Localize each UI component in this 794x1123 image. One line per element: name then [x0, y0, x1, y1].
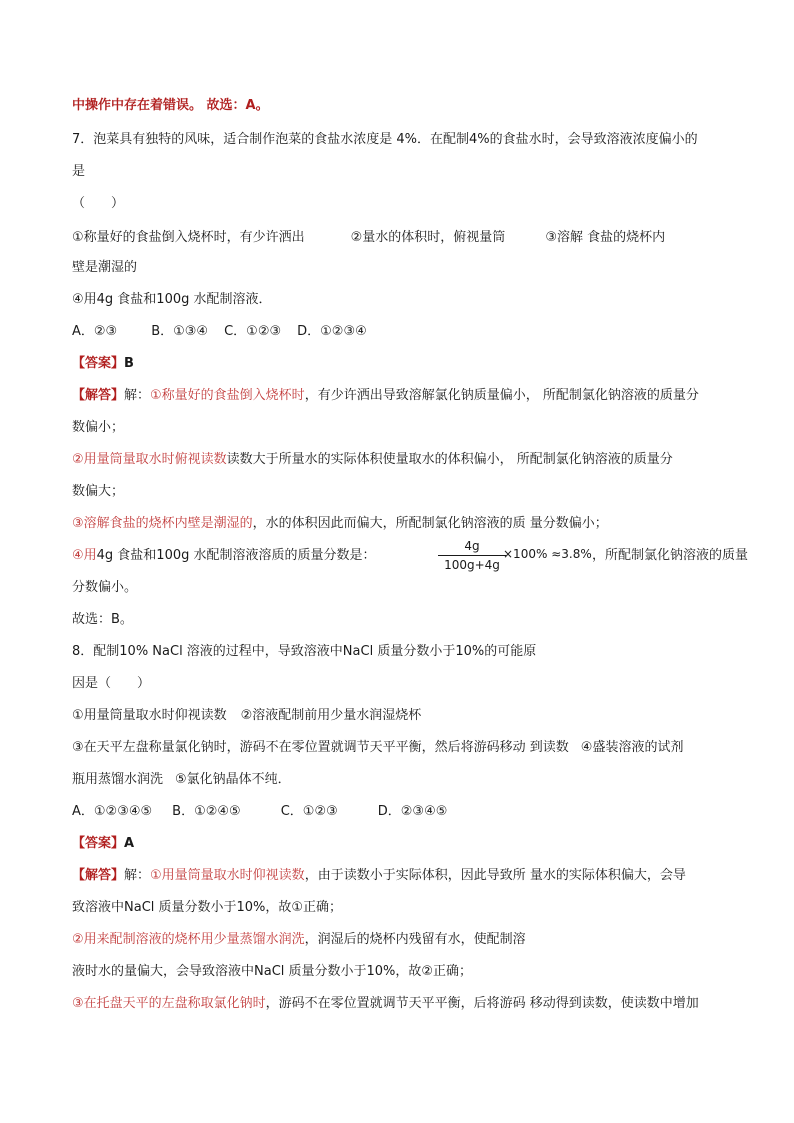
- q7-choice-a: A．②③: [72, 324, 118, 339]
- q7-answer-label: 【答案】: [72, 356, 125, 371]
- q8-stem-line2: 因是（ ）: [72, 676, 151, 691]
- q7-stem-line2: 是: [72, 164, 86, 179]
- q7-analysis-label: 【解答】: [72, 388, 125, 403]
- q7-answer-value: B: [124, 356, 134, 371]
- q8-analysis-line2: ②用来配制溶液的烧杯用少量蒸馏水润洗，润湿后的烧杯内残留有水，使配制溶: [72, 932, 526, 947]
- q7-option-4: ④用4g 食盐和100g 水配制溶液．: [72, 292, 272, 307]
- fraction-denominator: 100g+4g: [444, 558, 500, 572]
- q7-conclusion: 故选：B。: [72, 612, 133, 627]
- q8-choices-row: A．①②③④⑤ B．①②④⑤ C．①②③ D．②③④⑤: [72, 804, 448, 819]
- q7-analysis-line1-cont: 数偏小；: [72, 420, 125, 435]
- q7-option-1: ①称量好的食盐倒入烧杯时，有少许洒出: [72, 230, 305, 245]
- q7-analysis-line2: ②用量筒量取水时俯视读数读数大于所量水的实际体积使量取水的体积偏小， 所配制氯化钠溶液的质量分: [72, 452, 673, 467]
- q7-choices-row: [72, 322, 367, 342]
- q8-analysis-line2-cont: 液时水的量偏大，会导致溶液中NaCl 质量分数小于10%，故②正确；: [72, 964, 473, 979]
- fraction-tail: ×100% ≈3.8%: [503, 547, 592, 561]
- q7-analysis-line4: ④用4g 食盐和100g 水配制溶液溶质的质量分数是：: [72, 548, 376, 563]
- q8-analysis-line1: 【解答】解：①用量筒量取水时仰视读数，由于读数小于实际体积，因此导致所 量水的实际体积偏大，会导: [72, 868, 686, 883]
- q7-paren: （ ）: [72, 196, 125, 211]
- intro-line: 中操作中存在着错误。 故选：A。: [72, 98, 269, 113]
- q7-answer: [72, 354, 134, 374]
- q7-option-2: ②量水的体积时，俯视量筒: [350, 230, 506, 245]
- fraction-numerator: 4g: [438, 538, 506, 556]
- q8-stem-line1: 8．配制10% NaCl 溶液的过程中，导致溶液中NaCl 质量分数小于10%的可能原: [72, 644, 537, 659]
- q7-choice-d: D．①②③④: [297, 324, 367, 339]
- q8-analysis-line1-cont: 致溶液中NaCl 质量分数小于10%，故①正确；: [72, 900, 343, 915]
- q8-options-row2: ③在天平左盘称量氯化钠时，游码不在零位置就调节天平平衡，然后将游码移动 到读数 ④盛装溶液的试剂: [72, 740, 684, 755]
- q8-options-row3: 瓶用蒸馏水润洗 ⑤氯化钠晶体不纯．: [72, 772, 291, 787]
- q7-analysis-line2-cont: 数偏大；: [72, 484, 125, 499]
- q7-options-row: [72, 228, 665, 248]
- fraction: [438, 538, 506, 573]
- q7-analysis-line3: ③溶解食盐的烧杯内壁是潮湿的，水的体积因此而偏大，所配制氯化钠溶液的质 量分数偏小；: [72, 516, 608, 531]
- q7-analysis-line4-cont: 分数偏小。: [72, 580, 138, 595]
- q8-analysis-line3: ③在托盘天平的左盘称取氯化钠时，游码不在零位置就调节天平平衡，后将游码 移动得到读数，使读数中增加: [72, 996, 699, 1011]
- q8-options-row1: ①用量筒量取水时仰视读数 ②溶液配制前用少量水润湿烧杯: [72, 708, 422, 723]
- q7-choice-c: C．①②③: [224, 324, 282, 339]
- q7-analysis-line1: 【解答】解：①称量好的食盐倒入烧杯时，有少许洒出导致溶解氯化钠质量偏小， 所配制氯化钠溶液的质量分: [72, 388, 699, 403]
- q7-choice-b: B．①③④: [151, 324, 209, 339]
- q7-stem-line1: 7．泡菜具有独特的风味，适合制作泡菜的食盐水浓度是 4%．在配制4%的食盐水时，会导致溶液浓度偏小的: [72, 132, 698, 147]
- q7-option-3-cont: 壁是潮湿的: [72, 260, 138, 275]
- q7-option-3: ③溶解 食盐的烧杯内: [545, 230, 666, 245]
- q7-analysis-line4-rest: ，所配制氯化钠溶液的质量: [592, 548, 749, 563]
- q8-answer: 【答案】A: [72, 836, 135, 851]
